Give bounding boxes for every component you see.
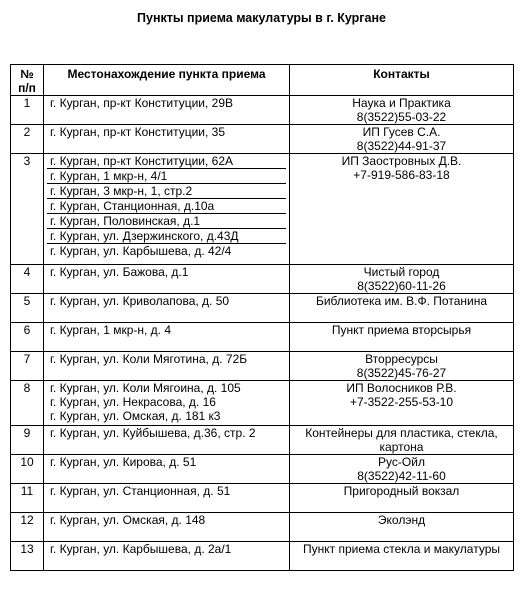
row-number: 1	[11, 96, 44, 125]
location-address: г. Курган, ул. Коли Мяготина, д. 72Б	[50, 352, 248, 366]
location-cell	[44, 455, 290, 484]
contact-text: Пригородный вокзал	[343, 484, 460, 498]
column-header-number: № п/п	[11, 65, 44, 96]
contact-text: 8(3522)45-76-27	[356, 366, 447, 380]
location-address: г. Курган, ул. Карбышева, д. 42/4	[50, 244, 232, 258]
table-row	[11, 265, 514, 294]
row-number: 5	[11, 294, 44, 323]
contact-text: Пункт приема стекла и макулатуры	[303, 542, 500, 556]
location-cell	[44, 352, 290, 381]
contact-text: 8(3522)55-03-22	[356, 110, 447, 124]
table-row	[11, 381, 514, 426]
contact-text: +7-3522-255-53-10	[349, 395, 454, 409]
row-number: 3	[11, 154, 44, 265]
contact-text: +7-919-586-83-18	[353, 168, 450, 182]
contact-cell	[290, 484, 514, 513]
location-address: г. Курган, пр-кт Конституции, 35	[50, 125, 225, 139]
row-number: 4	[11, 265, 44, 294]
location-address: г. Курган, Станционная, д.10а	[47, 199, 286, 214]
location-address: г. Курган, пр-кт Конституции, 62А	[47, 154, 286, 169]
location-cell	[44, 323, 290, 352]
row-number: 9	[11, 426, 44, 455]
location-address: г. Курган, ул. Кирова, д. 51	[50, 455, 197, 469]
location-address: г. Курган, ул. Бажова, д.1	[50, 265, 189, 279]
location-address: г. Курган, 1 мкр-н, д. 4	[50, 323, 172, 337]
contact-cell	[290, 381, 514, 426]
row-number: 13	[11, 542, 44, 571]
contact-text: ИП Гусев С.А.	[362, 125, 441, 139]
location-address: г. Курган, ул. Коли Мягоина, д. 105	[50, 381, 241, 395]
row-number: 6	[11, 323, 44, 352]
location-cell	[44, 484, 290, 513]
location-address: г. Курган, ул. Криволапова, д. 50	[50, 294, 230, 308]
contact-cell	[290, 154, 514, 265]
table-row	[11, 484, 514, 513]
contact-text: 8(3522)60-11-26	[357, 279, 446, 293]
contact-text: Пункт приема вторсырья	[331, 323, 472, 337]
location-cell	[44, 265, 290, 294]
contact-text: Контейнеры для пластика, стекла, картона	[305, 426, 498, 454]
table-row	[11, 323, 514, 352]
location-cell	[44, 542, 290, 571]
contact-cell	[290, 96, 514, 125]
column-header-contacts: Контакты	[290, 65, 514, 96]
location-address: г. Курган, ул. Станционная, д. 51	[50, 484, 231, 498]
column-header-location: Местонахождение пункта приема	[44, 65, 290, 96]
location-cell	[44, 294, 290, 323]
table-body	[11, 96, 514, 571]
collection-points-table	[10, 64, 514, 571]
contact-cell	[290, 125, 514, 154]
table-row	[11, 513, 514, 542]
location-cell	[44, 513, 290, 542]
location-address: г. Курган, ул. Некрасова, д. 16	[50, 395, 216, 409]
contact-text: Чистый город	[363, 265, 440, 279]
location-address: г. Курган, 3 мкр-н, 1, стр.2	[47, 184, 286, 199]
contact-text: ИП Заостровных Д.В.	[341, 154, 462, 168]
location-address: г. Курган, 1 мкр-н, 4/1	[47, 169, 286, 184]
table-row	[11, 455, 514, 484]
location-address: г. Курган, ул. Куйбышева, д.36, стр. 2	[50, 426, 256, 440]
contact-cell	[290, 294, 514, 323]
contact-cell	[290, 323, 514, 352]
table-row	[11, 426, 514, 455]
contact-cell	[290, 352, 514, 381]
table-row	[11, 352, 514, 381]
page-title: Пункты приема макулатуры в г. Кургане	[137, 11, 386, 25]
contact-text: ИП Волосников Р.В.	[346, 381, 457, 395]
location-cell	[44, 154, 290, 265]
contact-text: Рус-Ойл	[378, 455, 425, 469]
contact-text: Наука и Практика	[352, 96, 451, 110]
row-number: 12	[11, 513, 44, 542]
location-address: г. Курган, ул. Дзержинского, д.43Д	[47, 229, 286, 244]
row-number: 2	[11, 125, 44, 154]
table-row	[11, 154, 514, 265]
location-cell	[44, 96, 290, 125]
location-address: г. Курган, ул. Карбышева, д. 2а/1	[50, 542, 232, 556]
contact-cell	[290, 455, 514, 484]
contact-text: 8(3522)44-91-37	[356, 139, 447, 153]
location-address: г. Курган, Половинская, д.1	[47, 214, 286, 229]
table-row	[11, 96, 514, 125]
contact-cell	[290, 542, 514, 571]
location-cell	[44, 426, 290, 455]
contact-text: Библиотека им. В.Ф. Потанина	[315, 294, 488, 308]
row-number: 10	[11, 455, 44, 484]
location-address: г. Курган, ул. Омская, д. 148	[50, 513, 206, 527]
contact-text: Эколэнд	[377, 513, 426, 527]
row-number: 8	[11, 381, 44, 426]
contact-text: Вторресурсы	[365, 352, 438, 366]
contact-cell	[290, 513, 514, 542]
row-number: 11	[11, 484, 44, 513]
location-address: г. Курган, ул. Омская, д. 181 к3	[50, 409, 221, 423]
location-address: г. Курган, пр-кт Конституции, 29В	[50, 96, 233, 110]
row-number: 7	[11, 352, 44, 381]
table-row	[11, 542, 514, 571]
table-row	[11, 125, 514, 154]
contact-cell	[290, 426, 514, 455]
contact-cell	[290, 265, 514, 294]
table-row	[11, 294, 514, 323]
location-cell	[44, 381, 290, 426]
location-cell	[44, 125, 290, 154]
contact-text: 8(3522)42-11-60	[357, 469, 446, 483]
table-header-row	[11, 65, 514, 96]
